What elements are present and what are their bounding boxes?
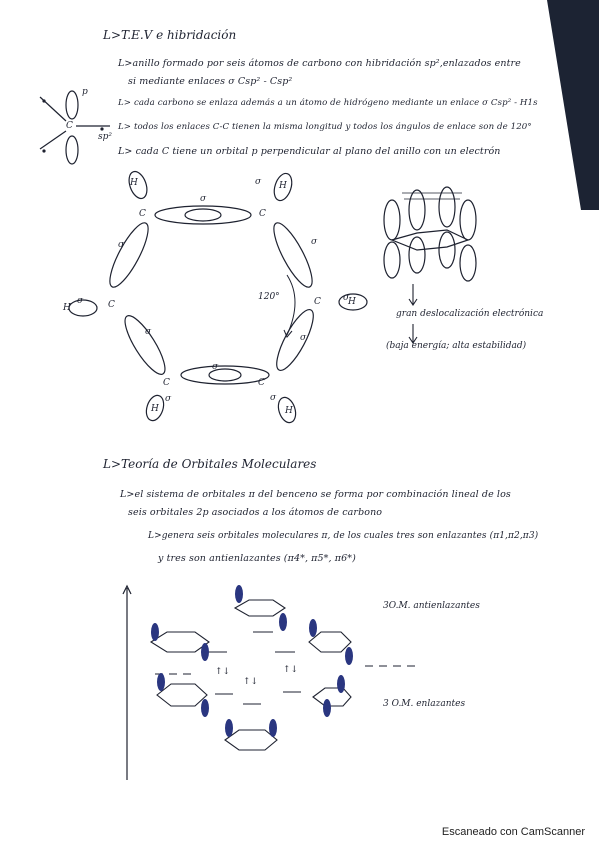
carbon-label-bottom-left: C (163, 378, 170, 388)
tom-text-line-2: seis orbitales 2p asociados a los átomos de carbono (128, 507, 383, 518)
hydrogen-label-6: H (285, 406, 293, 416)
carbon-label-bottom-right: C (258, 378, 265, 388)
carbon-label-top-left: C (139, 209, 146, 219)
hydrogen-label-5: H (151, 404, 159, 414)
sigma-label-11: σ (270, 393, 277, 403)
sigma-label-8: σ (300, 333, 307, 343)
tom-text-line-4: y tres son antienlazantes (π4*, π5*, π6*) (158, 553, 356, 564)
text-line-5: L> cada C tiene un orbital p perpendicular al plano del anillo con un electrón (118, 146, 501, 157)
text-line-1: L>anillo formado por seis átomos de carbono con hibridación sp²,enlazados entre (118, 58, 521, 69)
text-line-3: L> cada carbono se enlaza además a un átomo de hidrógeno mediante un enlace σ Csp² - H1s (118, 98, 538, 108)
carbon-label-right: C (314, 297, 321, 307)
hydrogen-label-1: H (130, 178, 138, 188)
sigma-label-4: σ (311, 237, 318, 247)
sigma-label-5: σ (77, 296, 84, 306)
footer-bar (0, 820, 599, 848)
electron-pair-1: ↑↓ (215, 667, 231, 677)
carbon-label-left: C (108, 300, 115, 310)
pi-cloud-sketch (372, 185, 492, 295)
angle-label: 120° (258, 292, 280, 302)
hydrogen-label-3: H (63, 303, 71, 313)
text-line-2: si mediante enlaces σ Csp² - Csp² (128, 76, 293, 87)
section-title-tev: L>T.E.V e hibridación (103, 28, 237, 42)
mo-energy-diagram (115, 580, 415, 790)
p-orbital-label: p (82, 87, 88, 97)
sigma-label-7: σ (145, 327, 152, 337)
text-line-4: L> todos los enlaces C-C tienen la misma longitud y todos los ángulos de enlace son de 120° (118, 122, 532, 132)
tom-text-line-1: L>el sistema de orbitales π del benceno se forma por combinación lineal de los (120, 489, 511, 500)
carbon-label-top-right: C (259, 209, 266, 219)
stability-text: (baja energía; alta estabilidad) (386, 341, 527, 351)
sigma-label-9: σ (212, 362, 219, 372)
antibonding-label: 3O.M. antienlazantes (383, 601, 480, 611)
bonding-label: 3 O.M. enlazantes (383, 699, 466, 709)
delocalization-text: gran deslocalización electrónica (396, 309, 544, 319)
sigma-label-6: σ (343, 293, 350, 303)
camscanner-watermark: Escaneado con CamScanner (441, 826, 585, 838)
tom-text-line-3: L>genera seis orbitales moleculares π, de los cuales tres son enlazantes (π1,π2,π3) (148, 531, 539, 541)
hydrogen-label-4: H (348, 297, 356, 307)
hydrogen-label-2: H (279, 181, 287, 191)
sigma-label-3: σ (118, 240, 125, 250)
scan-shadow-corner (529, 0, 599, 210)
sp2-label: sp² (98, 132, 112, 142)
benzene-sigma-ring-diagram (55, 160, 375, 430)
electron-pair-3: ↑↓ (283, 665, 299, 675)
section-title-tom: L>Teoría de Orbitales Moleculares (103, 457, 317, 471)
sigma-label-10: σ (165, 394, 172, 404)
sp2-carbon-label: C (66, 121, 73, 131)
sigma-label-2: σ (255, 177, 262, 187)
sigma-label-1: σ (200, 194, 207, 204)
electron-pair-2: ↑↓ (243, 677, 259, 687)
